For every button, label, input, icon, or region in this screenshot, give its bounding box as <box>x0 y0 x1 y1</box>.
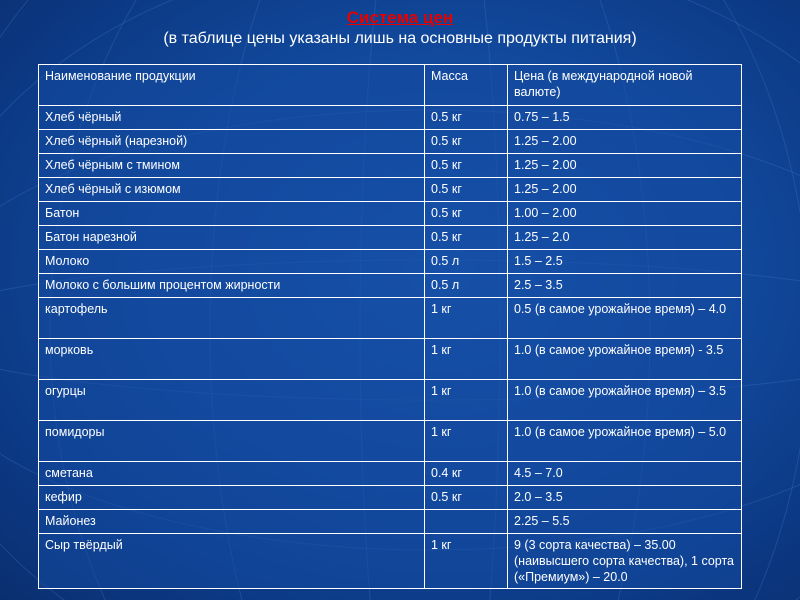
table-row <box>39 130 742 154</box>
cell-mass: 1 кг <box>425 534 508 589</box>
cell-product: картофель <box>39 298 425 339</box>
cell-product: Хлеб чёрным с тмином <box>39 154 425 178</box>
cell-price: 1.00 – 2.00 <box>508 202 742 226</box>
table-row <box>39 226 742 250</box>
cell-product: Хлеб чёрный (нарезной) <box>39 130 425 154</box>
cell-mass: 0.5 л <box>425 274 508 298</box>
cell-mass: 0.5 кг <box>425 178 508 202</box>
cell-price: 1.0 (в самое урожайное время) - 3.5 <box>508 339 742 380</box>
table-row <box>39 202 742 226</box>
cell-price: 0.75 – 1.5 <box>508 106 742 130</box>
table-row <box>39 421 742 462</box>
cell-price: 1.0 (в самое урожайное время) – 3.5 <box>508 380 742 421</box>
cell-price: 2.5 – 3.5 <box>508 274 742 298</box>
cell-mass: 1 кг <box>425 339 508 380</box>
cell-price: 1.5 – 2.5 <box>508 250 742 274</box>
table-row <box>39 178 742 202</box>
cell-product: огурцы <box>39 380 425 421</box>
table-row <box>39 274 742 298</box>
table-header-row <box>39 65 742 106</box>
cell-mass: 0.5 кг <box>425 154 508 178</box>
cell-mass: 0.4 кг <box>425 462 508 486</box>
cell-price: 1.25 – 2.00 <box>508 130 742 154</box>
cell-mass: 1 кг <box>425 298 508 339</box>
cell-mass: 1 кг <box>425 421 508 462</box>
cell-mass: 0.5 кг <box>425 106 508 130</box>
table-row <box>39 250 742 274</box>
table-row <box>39 339 742 380</box>
table-row <box>39 154 742 178</box>
cell-price: 0.5 (в самое урожайное время) – 4.0 <box>508 298 742 339</box>
table-row <box>39 380 742 421</box>
header <box>0 8 800 50</box>
cell-price: 4.5 – 7.0 <box>508 462 742 486</box>
cell-product: Хлеб чёрный <box>39 106 425 130</box>
cell-mass: 0.5 кг <box>425 130 508 154</box>
table-row <box>39 106 742 130</box>
cell-product: Батон <box>39 202 425 226</box>
price-table <box>38 64 742 589</box>
cell-product: морковь <box>39 339 425 380</box>
cell-price: 1.25 – 2.00 <box>508 178 742 202</box>
cell-mass: 1 кг <box>425 380 508 421</box>
cell-product: Батон нарезной <box>39 226 425 250</box>
table-row <box>39 298 742 339</box>
cell-product: Молоко с большим процентом жирности <box>39 274 425 298</box>
cell-product: Сыр твёрдый <box>39 534 425 589</box>
header-cell-price: Цена (в международной новой валюте) <box>508 65 742 106</box>
cell-price: 2.25 – 5.5 <box>508 510 742 534</box>
table-row <box>39 534 742 589</box>
cell-mass: 0.5 кг <box>425 486 508 510</box>
cell-mass: 0.5 кг <box>425 202 508 226</box>
cell-mass: 0.5 кг <box>425 226 508 250</box>
cell-product: Хлеб чёрный с изюмом <box>39 178 425 202</box>
header-cell-name: Наименование продукции <box>39 65 425 106</box>
cell-product: кефир <box>39 486 425 510</box>
table-row <box>39 510 742 534</box>
cell-product: сметана <box>39 462 425 486</box>
cell-product: Майонез <box>39 510 425 534</box>
header-cell-mass: Масса <box>425 65 508 106</box>
cell-mass <box>425 510 508 534</box>
cell-product: помидоры <box>39 421 425 462</box>
cell-price: 9 (3 сорта качества) – 35.00 (наивысшего сорта качества), 1 сорта («Премиум») – 20.0 <box>508 534 742 589</box>
cell-mass: 0.5 л <box>425 250 508 274</box>
cell-product: Молоко <box>39 250 425 274</box>
cell-price: 2.0 – 3.5 <box>508 486 742 510</box>
page-subtitle: (в таблице цены указаны лишь на основные продукты питания) <box>163 30 637 47</box>
table-row <box>39 486 742 510</box>
table-row <box>39 462 742 486</box>
page-title: Система цен <box>346 8 454 27</box>
cell-price: 1.0 (в самое урожайное время) – 5.0 <box>508 421 742 462</box>
cell-price: 1.25 – 2.0 <box>508 226 742 250</box>
cell-price: 1.25 – 2.00 <box>508 154 742 178</box>
